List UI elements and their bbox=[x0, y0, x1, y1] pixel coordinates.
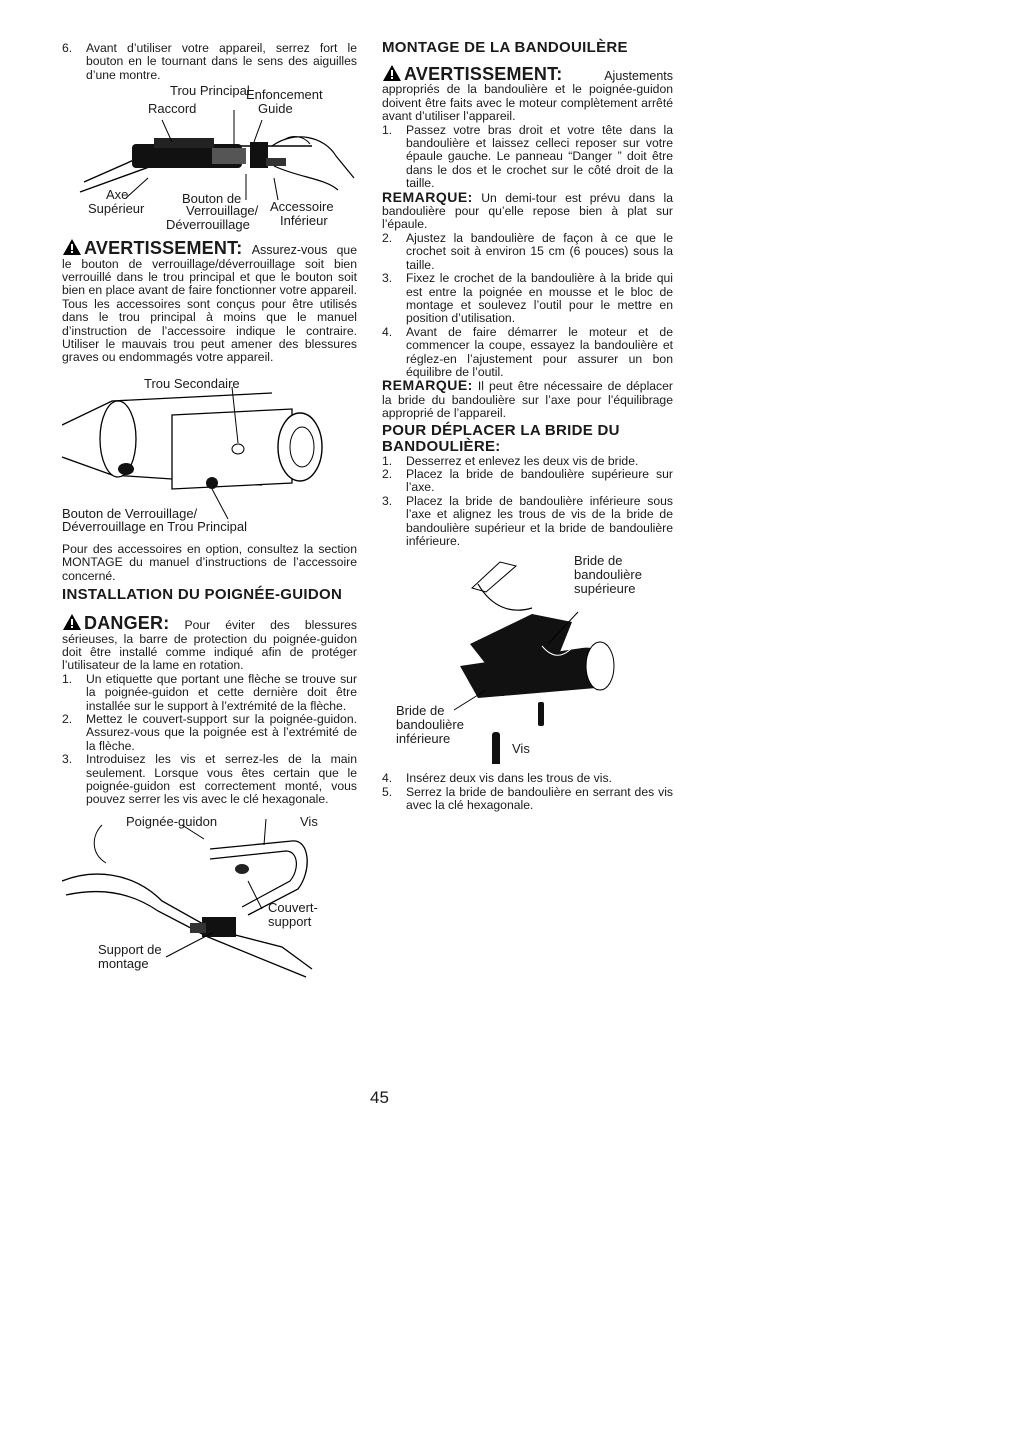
label-support: support bbox=[268, 913, 312, 929]
bracket-step-1: 1. Desserrez et enlevez les deux vis de bride. bbox=[382, 453, 639, 468]
install-step-2: 2. Mettez le couvert-support sur la poignée-guidon. Assurez-vous que la poignée est à l’extrémité de la flèche. bbox=[62, 711, 357, 753]
label-verrouillage: Verrouillage/ bbox=[186, 203, 259, 219]
warning-1-label: AVERTISSEMENT: bbox=[84, 238, 243, 259]
danger-label: DANGER: bbox=[84, 613, 170, 634]
label-raccord: Raccord bbox=[148, 101, 197, 117]
remarque-1-label: REMARQUE: bbox=[382, 188, 473, 205]
label-bouton-de: Bouton de bbox=[182, 191, 242, 207]
label-vis: Vis bbox=[300, 813, 318, 829]
right-column bbox=[382, 40, 673, 813]
label-bride-sup-2: bandoulière bbox=[574, 567, 642, 583]
bracket-step-2: 2. Placez la bride de bandoulière supérieure sur l’axe. bbox=[382, 466, 673, 495]
left-column bbox=[62, 42, 357, 981]
coupler-figure bbox=[62, 82, 357, 233]
step-6-text: Avant d’utiliser votre appareil, serrez fort le bouton en le tournant dans le sens des aiguilles d’une montre. bbox=[86, 41, 357, 82]
label-inferieur: Inférieur bbox=[280, 213, 328, 229]
label-trou-principal: Trou Principal bbox=[170, 83, 250, 99]
label-poignee-guidon: Poignée-guidon bbox=[126, 813, 218, 829]
warning-1-text: que le bouton de verrouillage/déverrouillage soit bien verrouillé dans le trou principal et que le bouton soit bien en place avant de faire fonctionner votre appareil. Tous les accessoires sont conçus pour être utilisés dans le trou principal à moins que le manuel d’instruction de l’accessoire indique le contraire. Utiliser le mauvais trou peut amener des blessures graves ou endommagés votre appareil. bbox=[62, 243, 357, 365]
bracket-step-3: 3. Placez la bride de bandoulière inférieure sous l’axe et alignez les trous de vis de la bride de bandoulière supérieur et la bride de bandoulière inférieure. bbox=[382, 493, 673, 548]
bracket-heading: POUR DÉPLACER LA BRIDE DU BANDOULIÈRE: bbox=[382, 421, 620, 455]
harness-warning-label: AVERTISSEMENT: bbox=[404, 64, 563, 84]
label-enfoncement: Enfoncement bbox=[246, 87, 323, 103]
label-vis: Vis bbox=[512, 741, 530, 757]
harness-step-4: 4. Avant de faire démarrer le moteur et de commencer la coupe, essayez la bandoulière et réglez-en l’ajustement pour assurer un bon équilibre de l’outil. bbox=[382, 324, 673, 379]
bracket-step-4: 4. Insérez deux vis dans les trous de vis. bbox=[382, 771, 612, 786]
danger-notice bbox=[62, 613, 357, 673]
remarque-2-label: REMARQUE: bbox=[382, 377, 473, 394]
install-step-1: 1. Un etiquette que portant une flèche se trouve sur la poignée-guidon et cette dernière doit être installée sur le support à l’extrémité de la flèche. bbox=[62, 671, 357, 713]
remarque-2: REMARQUE: Il peut être nécessaire de déplacer la bride du bandoulière sur l’axe pour l’équilibrage approprié de l’appareil. bbox=[382, 377, 673, 421]
label-bride-sup-3: supérieure bbox=[574, 581, 636, 597]
label-support-de: Support de bbox=[98, 941, 162, 957]
harness-step-3: 3. Fixez le crochet de la bandoulière à la bride qui est entre la poignée en mousse et le bloc de montage et soulevez l’outil pour le mettre en position d’utilisation. bbox=[382, 271, 673, 326]
label-accessoire: Accessoire bbox=[270, 199, 334, 215]
bracket-step-5: 5. Serrez la bride de bandoulière en serrant des vis avec la clé hexagonale. bbox=[382, 784, 673, 813]
label-trou-secondaire: Trou Secondaire bbox=[144, 375, 240, 391]
label-bride-sup-1: Bride de bbox=[574, 553, 623, 569]
harness-warning-text: appropriés de la bandoulière et le poignée-guidon doivent être faits avec le moteur complètement arrêté avant d’utiliser l’appareil. bbox=[382, 82, 673, 124]
harness-warning-lead: Ajustements bbox=[604, 69, 673, 83]
handle-figure bbox=[62, 811, 357, 981]
label-superieur: Supérieur bbox=[88, 201, 145, 217]
install-step-3: 3. Introduisez les vis et serrez-les de la main seulement. Lorsque vous êtes certain que le poignée-guidon est correctement monté, vous pouvez serrer les vis avec le clé hexagonale. bbox=[62, 752, 357, 807]
label-bride-inf-2: bandoulière bbox=[396, 717, 464, 733]
warning-icon bbox=[382, 64, 402, 82]
page-number: 45 bbox=[370, 1088, 389, 1107]
warning-icon bbox=[62, 238, 82, 256]
harness-step-1: 1. Passez votre bras droit et votre tête dans la bandoulière et laissez celleci reposer sur votre épaule gauche. Le panneau “Danger ” doit être dans le dos et le crochet sur le côté droit de la taille. bbox=[382, 122, 673, 191]
label-couvert: Couvert- bbox=[268, 899, 318, 915]
label-bride-inf-1: Bride de bbox=[396, 703, 445, 719]
warning-1-lead: Assurez-vous bbox=[251, 243, 328, 258]
harness-warning bbox=[382, 64, 673, 124]
warning-1 bbox=[62, 238, 357, 365]
label-deverrouillage: Déverrouillage bbox=[166, 217, 250, 233]
bracket-figure bbox=[382, 548, 673, 764]
harness-step-2: 2. Ajustez la bandoulière de façon à ce que le crochet soit à environ 15 cm (6 pouces) sous la taille. bbox=[382, 230, 673, 272]
label-montage: montage bbox=[98, 955, 149, 971]
warning-icon bbox=[62, 613, 82, 631]
step-6: 6. Avant d’utiliser votre appareil, serrez fort le bouton en le tournant dans le sens des aiguilles d’une montre. bbox=[62, 41, 357, 82]
label-bride-inf-3: inférieure bbox=[396, 731, 451, 747]
label-deverrouillage-principal: Déverrouillage en Trou Principal bbox=[62, 518, 247, 534]
label-bouton-verrouillage: Bouton de Verrouillage/ bbox=[62, 505, 198, 521]
harness-heading: MONTAGE DE LA BANDOUILÈRE bbox=[382, 39, 628, 56]
secondary-hole-figure bbox=[62, 365, 357, 535]
accessories-note: Pour des accessoires en option, consultez la section MONTAGE du manuel d’instructions de l’accessoire concerné. bbox=[62, 541, 357, 583]
danger-text: Pour éviter des blessures sérieuses, la barre de protection du poignée-guidon doit être installé comme indiqué afin de protéger l’utilisateur de la lame en rotation. bbox=[62, 618, 357, 673]
remarque-1: REMARQUE: Un demi-tour est prévu dans la bandoulière pour qu’elle repose bien à plat sur l’épaule. bbox=[382, 188, 673, 232]
label-axe: Axe bbox=[106, 187, 129, 203]
install-heading: INSTALLATION DU POIGNÉE-GUIDON bbox=[62, 586, 343, 604]
label-guide: Guide bbox=[258, 101, 293, 117]
